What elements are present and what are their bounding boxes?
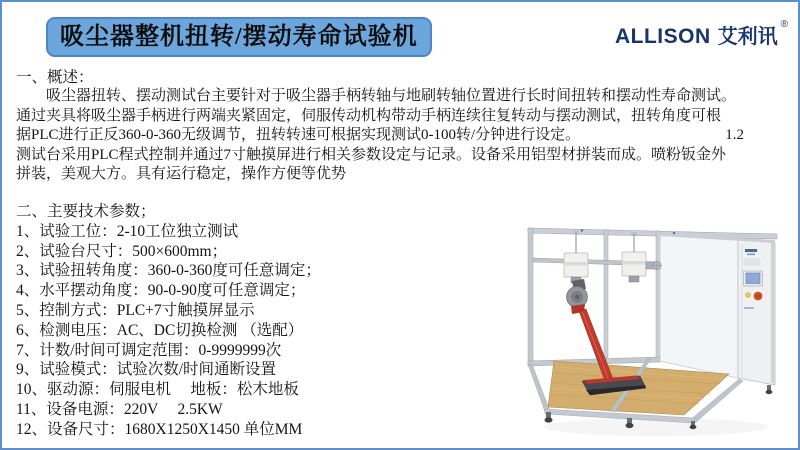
overview-line: [16, 146, 792, 165]
emergency-stop-button: [754, 292, 762, 300]
clamp-unit-right: [622, 232, 661, 282]
overview-paragraph: [16, 87, 792, 184]
param-item: 9、试验模式：试验次数/时间通断设置: [16, 361, 277, 379]
param-item: 5、控制方式：PLC+7寸触摸屏显示: [16, 301, 255, 319]
overview-line-text: 据PLC进行正反360-0-360无级调节，扭转转速可根据实现测试0-100转/分钟进行设定。: [16, 127, 581, 144]
params-heading: 二、主要技术参数；: [16, 203, 156, 220]
clamp-unit-left: [564, 231, 588, 283]
param-item: 4、水平摆动角度：90-0-90度可任意调定；: [16, 282, 306, 300]
brand-name-cn: 艾利讯: [717, 26, 778, 48]
params-list: [16, 222, 476, 440]
param-item: 3、试验扭转角度：360-0-360度可任意调定；: [16, 262, 321, 280]
control-cabinet: [660, 233, 775, 385]
overview-line-text: 吸尘器扭转、摆动测试台主要针对于吸尘器手柄转轴与地刷转轴位置进行长时间扭转和摆动性寿命测试。: [16, 88, 737, 105]
param-item: 10、驱动源：伺服电机 地板：松木地板: [16, 381, 299, 399]
overview-heading: 一、概述：: [16, 69, 94, 86]
overview-line: [16, 107, 792, 126]
param-item: 2、试验台尺寸：500×600mm；: [16, 242, 228, 260]
overview-line-text: 拼装，美观大方。具有运行稳定，操作方便等优势: [16, 166, 347, 183]
registered-trademark-icon: ®: [780, 19, 788, 30]
overview-line: [16, 126, 792, 145]
brand-name-en: ALLISON: [614, 25, 711, 48]
param-item: 6、检测电压：AC、DC切换检测 （选配）: [16, 321, 304, 339]
overview-line-tail: 1.2: [725, 127, 744, 144]
cabinet-brand-mark: [745, 249, 757, 252]
brand-logo: [614, 19, 788, 49]
param-item: 11、设备电源：220V 2.5KW: [16, 400, 223, 418]
overview-section: [16, 68, 792, 184]
machine-photo: [524, 211, 794, 448]
overview-line: [16, 165, 792, 184]
param-item: 7、计数/时间可调定范围：0-9999999次: [16, 341, 282, 359]
overview-line: [16, 87, 792, 106]
param-item: 12、设备尺寸：1680X1250X1450 单位MM: [16, 420, 303, 438]
overview-line-text: 测试台采用PLC程式控制并通过7寸触摸屏进行相关参数设定与记录。设备采用铝型材拼装而成。喷粉钣金外: [16, 146, 727, 163]
panel-vent: [744, 259, 760, 265]
params-section: [16, 202, 476, 440]
page-title: 吸尘器整机扭转/摆动寿命试验机: [46, 17, 432, 57]
overview-line-text: 通过夹具将吸尘器手柄进行两端夹紧固定，伺服传动机构带动手柄连续往复转动与摆动测试，扭转角度可根: [16, 107, 722, 124]
power-button: [746, 293, 751, 298]
touchscreen: [744, 271, 763, 286]
param-item: 1、试验工位：2-10工位独立测试: [16, 222, 239, 240]
